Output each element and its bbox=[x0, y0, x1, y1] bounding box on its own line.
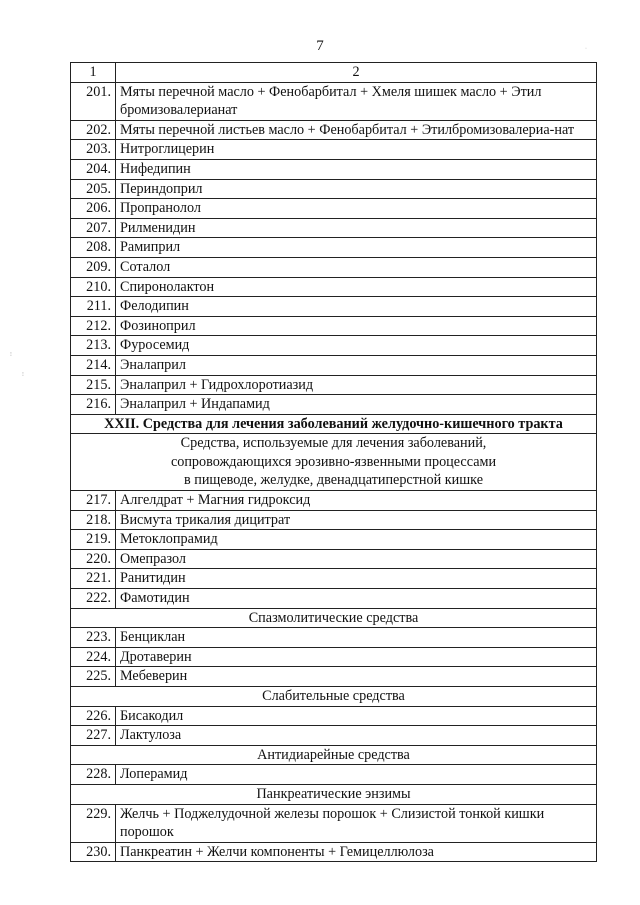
table-row bbox=[71, 120, 597, 140]
drug-list-table bbox=[70, 62, 597, 862]
table-row bbox=[71, 395, 597, 415]
subsection-heading-row bbox=[71, 687, 597, 707]
row-number: 201. bbox=[71, 82, 116, 120]
drug-name: Метоклопрамид bbox=[116, 530, 597, 550]
drug-name: Эналаприл bbox=[116, 355, 597, 375]
row-number: 230. bbox=[71, 842, 116, 862]
section-title: XXII. Средства для лечения заболеваний желудочно-кишечного тракта bbox=[71, 414, 597, 434]
row-number: 222. bbox=[71, 589, 116, 609]
row-number: 219. bbox=[71, 530, 116, 550]
table-row bbox=[71, 628, 597, 648]
table-row bbox=[71, 218, 597, 238]
table-row bbox=[71, 667, 597, 687]
drug-name: Дротаверин bbox=[116, 647, 597, 667]
row-number: 214. bbox=[71, 355, 116, 375]
row-number: 212. bbox=[71, 316, 116, 336]
drug-name: Омепразол bbox=[116, 549, 597, 569]
row-number: 220. bbox=[71, 549, 116, 569]
row-number: 213. bbox=[71, 336, 116, 356]
row-number: 205. bbox=[71, 179, 116, 199]
table-row bbox=[71, 530, 597, 550]
subsection-heading-row bbox=[71, 784, 597, 804]
drug-name: Алгелдрат + Магния гидроксид bbox=[116, 491, 597, 511]
row-number: 221. bbox=[71, 569, 116, 589]
table-row bbox=[71, 375, 597, 395]
table-row bbox=[71, 297, 597, 317]
table-header-row bbox=[71, 63, 597, 83]
table-row bbox=[71, 355, 597, 375]
drug-name: Лоперамид bbox=[116, 765, 597, 785]
drug-name: Нитроглицерин bbox=[116, 140, 597, 160]
table-row bbox=[71, 257, 597, 277]
drug-name: Соталол bbox=[116, 257, 597, 277]
row-number: 223. bbox=[71, 628, 116, 648]
scan-speck: · bbox=[585, 46, 587, 52]
table-row bbox=[71, 804, 597, 842]
table-row bbox=[71, 140, 597, 160]
column-number-header: 1 bbox=[71, 63, 116, 83]
drug-name: Пропранолол bbox=[116, 199, 597, 219]
drug-name: Лактулоза bbox=[116, 726, 597, 746]
table-row bbox=[71, 491, 597, 511]
drug-name: Фелодипин bbox=[116, 297, 597, 317]
table-row bbox=[71, 765, 597, 785]
row-number: 204. bbox=[71, 159, 116, 179]
table-row bbox=[71, 569, 597, 589]
page-number: 7 bbox=[316, 38, 324, 54]
table-row bbox=[71, 277, 597, 297]
subsection-title bbox=[71, 434, 597, 491]
table-row bbox=[71, 238, 597, 258]
row-number: 203. bbox=[71, 140, 116, 160]
table-row bbox=[71, 179, 597, 199]
scan-speck: ⁝ bbox=[22, 372, 24, 378]
row-number: 210. bbox=[71, 277, 116, 297]
subsection-title-line: сопровождающихся эрозивно-язвенными процессами bbox=[170, 453, 497, 470]
row-number: 209. bbox=[71, 257, 116, 277]
drug-name: Периндоприл bbox=[116, 179, 597, 199]
drug-name: Желчь + Поджелудочной железы порошок + Слизистой тонкой кишки порошок bbox=[116, 804, 597, 842]
table-row bbox=[71, 336, 597, 356]
row-number: 227. bbox=[71, 726, 116, 746]
subsection-heading-row bbox=[71, 745, 597, 765]
row-number: 207. bbox=[71, 218, 116, 238]
drug-name: Панкреатин + Желчи компоненты + Гемицеллюлоза bbox=[116, 842, 597, 862]
drug-name: Рамиприл bbox=[116, 238, 597, 258]
row-number: 217. bbox=[71, 491, 116, 511]
row-number: 225. bbox=[71, 667, 116, 687]
drug-name: Фуросемид bbox=[116, 336, 597, 356]
drug-name: Нифедипин bbox=[116, 159, 597, 179]
table-row bbox=[71, 549, 597, 569]
row-number: 228. bbox=[71, 765, 116, 785]
column-name-header: 2 bbox=[116, 63, 597, 83]
drug-name: Эналаприл + Гидрохлоротиазид bbox=[116, 375, 597, 395]
table-row bbox=[71, 510, 597, 530]
table-row bbox=[71, 647, 597, 667]
subsection-title: Панкреатические энзимы bbox=[71, 784, 597, 804]
table-row bbox=[71, 842, 597, 862]
subsection-title: Слабительные средства bbox=[71, 687, 597, 707]
table-row bbox=[71, 726, 597, 746]
table-row bbox=[71, 316, 597, 336]
drug-name: Эналаприл + Индапамид bbox=[116, 395, 597, 415]
table-row bbox=[71, 82, 597, 120]
drug-name: Фозиноприл bbox=[116, 316, 597, 336]
drug-name: Бенциклан bbox=[116, 628, 597, 648]
row-number: 208. bbox=[71, 238, 116, 258]
subsection-title: Антидиарейные средства bbox=[71, 745, 597, 765]
subsection-title: Спазмолитические средства bbox=[71, 608, 597, 628]
row-number: 229. bbox=[71, 804, 116, 842]
section-heading-row bbox=[71, 414, 597, 434]
drug-name: Мяты перечной листьев масло + Фенобарбитал + Этилбромизовалериа-нат bbox=[116, 120, 597, 140]
row-number: 216. bbox=[71, 395, 116, 415]
row-number: 202. bbox=[71, 120, 116, 140]
drug-name: Мяты перечной масло + Фенобарбитал + Хмеля шишек масло + Этил бромизовалерианат bbox=[116, 82, 597, 120]
subsection-heading-row bbox=[71, 434, 597, 491]
drug-name: Висмута трикалия дицитрат bbox=[116, 510, 597, 530]
row-number: 211. bbox=[71, 297, 116, 317]
subsection-title-line: в пищеводе, желудке, двенадцатиперстной кишке bbox=[184, 472, 483, 489]
scan-speck: ⁝ bbox=[10, 352, 12, 358]
subsection-title-line: Средства, используемые для лечения заболеваний, bbox=[180, 435, 487, 452]
drug-name: Рилменидин bbox=[116, 218, 597, 238]
table-row bbox=[71, 199, 597, 219]
table-row bbox=[71, 706, 597, 726]
row-number: 206. bbox=[71, 199, 116, 219]
table-row bbox=[71, 589, 597, 609]
table-row bbox=[71, 159, 597, 179]
drug-name: Бисакодил bbox=[116, 706, 597, 726]
drug-name: Мебеверин bbox=[116, 667, 597, 687]
row-number: 215. bbox=[71, 375, 116, 395]
drug-name: Спиронолактон bbox=[116, 277, 597, 297]
row-number: 218. bbox=[71, 510, 116, 530]
drug-name: Ранитидин bbox=[116, 569, 597, 589]
drug-name: Фамотидин bbox=[116, 589, 597, 609]
subsection-heading-row bbox=[71, 608, 597, 628]
row-number: 224. bbox=[71, 647, 116, 667]
row-number: 226. bbox=[71, 706, 116, 726]
